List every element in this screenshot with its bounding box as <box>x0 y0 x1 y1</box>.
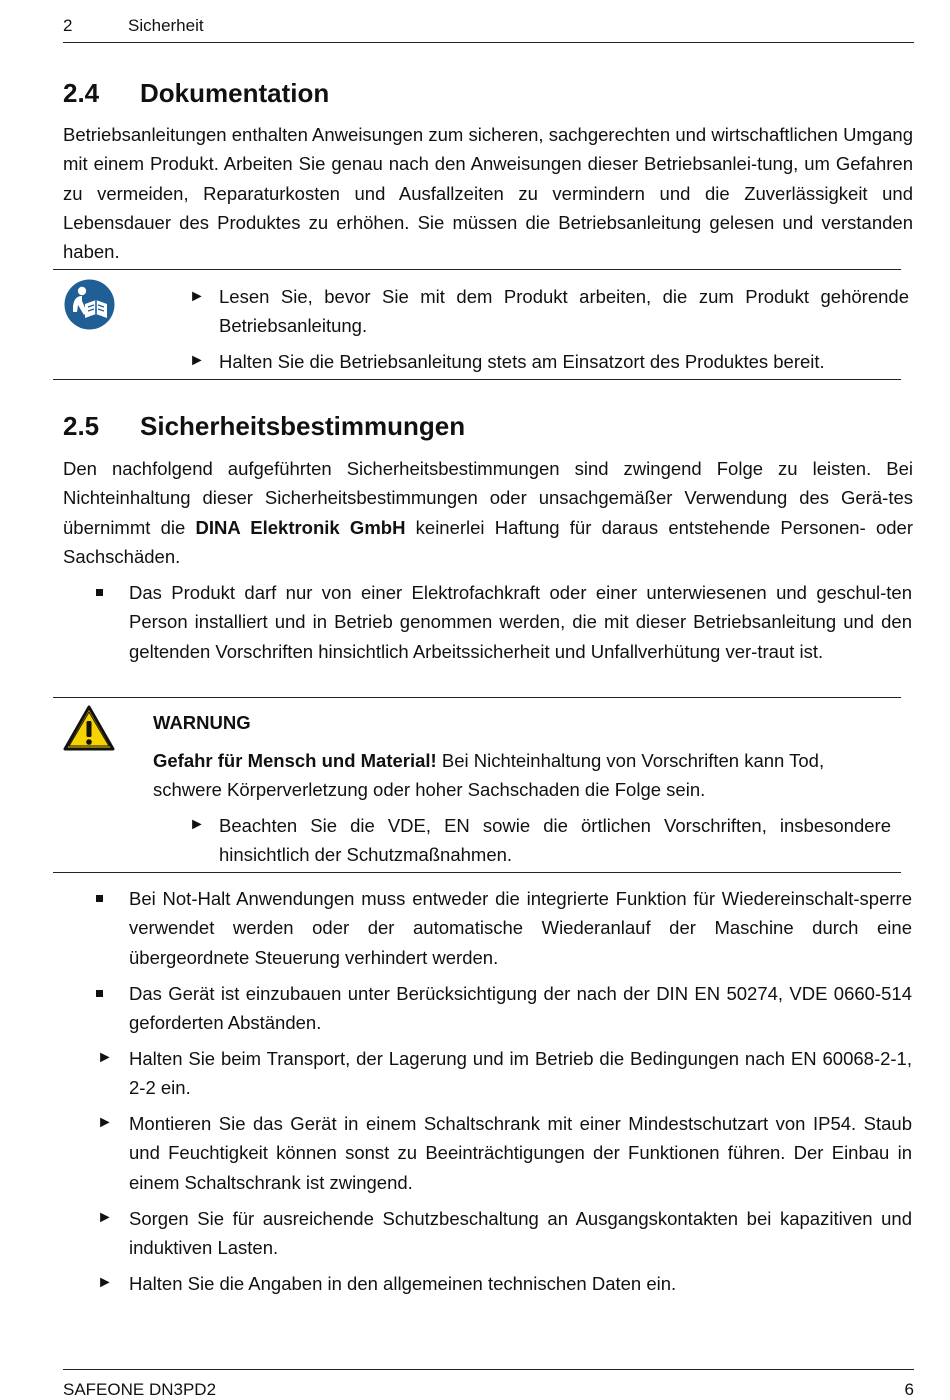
section-2-4-intro: Betriebsanleitungen enthalten Anweisungen zum sicheren, sachgerechten und wirtschaftlichen Umgang mit einem Produkt. Arbeiten Sie genau nach den Anweisungen dieser Betriebsanlei-tung, um Gefahren zu vermeiden, Reparaturkosten und Ausfallzeiten zu vermindern und die Zuverlässigkeit und Lebensdauer des Produktes zu erhöhen. Sie müssen die Betriebsanleitung gelesen und verstanden haben. <box>63 124 913 263</box>
page-header <box>63 14 914 43</box>
action-item: Montieren Sie das Gerät in einem Schaltschrank mit einer Mindestschutzart von IP54. Staub und Feuchtigkeit können sonst zu Beeinträchtigungen der Funktionen führen. Der Einbau in einem Schaltschrank ist zwingend. <box>129 1113 912 1193</box>
divider <box>53 379 901 380</box>
page-number: 6 <box>904 1380 914 1399</box>
chapter-title: Sicherheit <box>128 16 204 35</box>
list-item: Das Gerät ist einzubauen unter Berücksichtigung der nach der DIN EN 50274, VDE 0660-514 geforderten Abständen. <box>129 983 912 1034</box>
divider <box>53 697 901 698</box>
action-arrow-icon: ► <box>97 1274 113 1291</box>
warning-action: Beachten Sie die VDE, EN sowie die örtlichen Vorschriften, insbesondere hinsichtlich der Schutzmaßnahmen. <box>219 815 891 866</box>
action-arrow-icon: ► <box>189 352 205 369</box>
action-item: Halten Sie die Betriebsanleitung stets am Einsatzort des Produktes bereit. <box>219 351 825 372</box>
bullet-icon <box>96 895 103 902</box>
warning-triangle-icon <box>63 705 115 751</box>
divider <box>53 269 901 270</box>
section-heading-2-5: 2.5 Sicherheitsbestimmungen <box>63 411 466 441</box>
list-item: Bei Not-Halt Anwendungen muss entweder die integrierte Funktion für Wiedereinschalt-sperre verwendet werden oder der automatische Wiederanlauf der Maschine durch eine übergeordnete Steuerung verhindert werden. <box>129 888 912 968</box>
read-manual-icon <box>64 279 115 330</box>
warning-text: Gefahr für Mensch und Material! Bei Nichteinhaltung von Vorschriften kann Tod, schwere Körperverletzung oder hoher Sachschaden die Folge sein. <box>153 750 825 801</box>
action-item: Sorgen Sie für ausreichende Schutzbeschaltung an Ausgangskontakten bei kapazitiven und induktiven Lasten. <box>129 1208 912 1259</box>
action-arrow-icon: ► <box>97 1049 113 1066</box>
bullet-icon <box>96 589 103 596</box>
section-heading-2-4: 2.4 Dokumentation <box>63 78 330 108</box>
chapter-number: 2 <box>63 16 73 35</box>
action-item: Lesen Sie, bevor Sie mit dem Produkt arbeiten, die zum Produkt gehörende Betriebsanleitung. <box>219 286 909 337</box>
action-item: Halten Sie beim Transport, der Lagerung und im Betrieb die Bedingungen nach EN 60068-2-1, 2-2 ein. <box>129 1048 912 1099</box>
document-name: SAFEONE DN3PD2 <box>63 1380 217 1399</box>
action-arrow-icon: ► <box>189 288 205 305</box>
action-arrow-icon: ► <box>189 816 205 833</box>
action-arrow-icon: ► <box>97 1209 113 1226</box>
company-name: DINA Elektronik GmbH <box>195 516 406 538</box>
list-item: Das Produkt darf nur von einer Elektrofachkraft oder einer unterwiesenen und geschul-ten Person installiert und in Betrieb genommen werden, die mit dieser Betriebsanleitung und den geltenden Vorschriften hinsichtlich Arbeitssicherheit und Unfallverhütung ver-traut ist. <box>129 582 912 662</box>
warning-heading: WARNUNG <box>153 712 251 733</box>
page-footer <box>63 1369 914 1399</box>
action-arrow-icon: ► <box>97 1114 113 1131</box>
bullet-icon <box>96 990 103 997</box>
action-item: Halten Sie die Angaben in den allgemeinen technischen Daten ein. <box>129 1273 677 1294</box>
divider <box>53 872 901 873</box>
section-2-5-intro: Den nachfolgend aufgeführten Sicherheitsbestimmungen sind zwingend Folge zu leisten. Bei Nichteinhaltung dieser Sicherheitsbestimmungen oder unsachgemäßer Verwendung des Gerä-tes übernimmt die DINA Elektronik GmbH keinerlei Haftung für daraus entstehende Personen- oder Sachschäden. <box>63 458 914 567</box>
